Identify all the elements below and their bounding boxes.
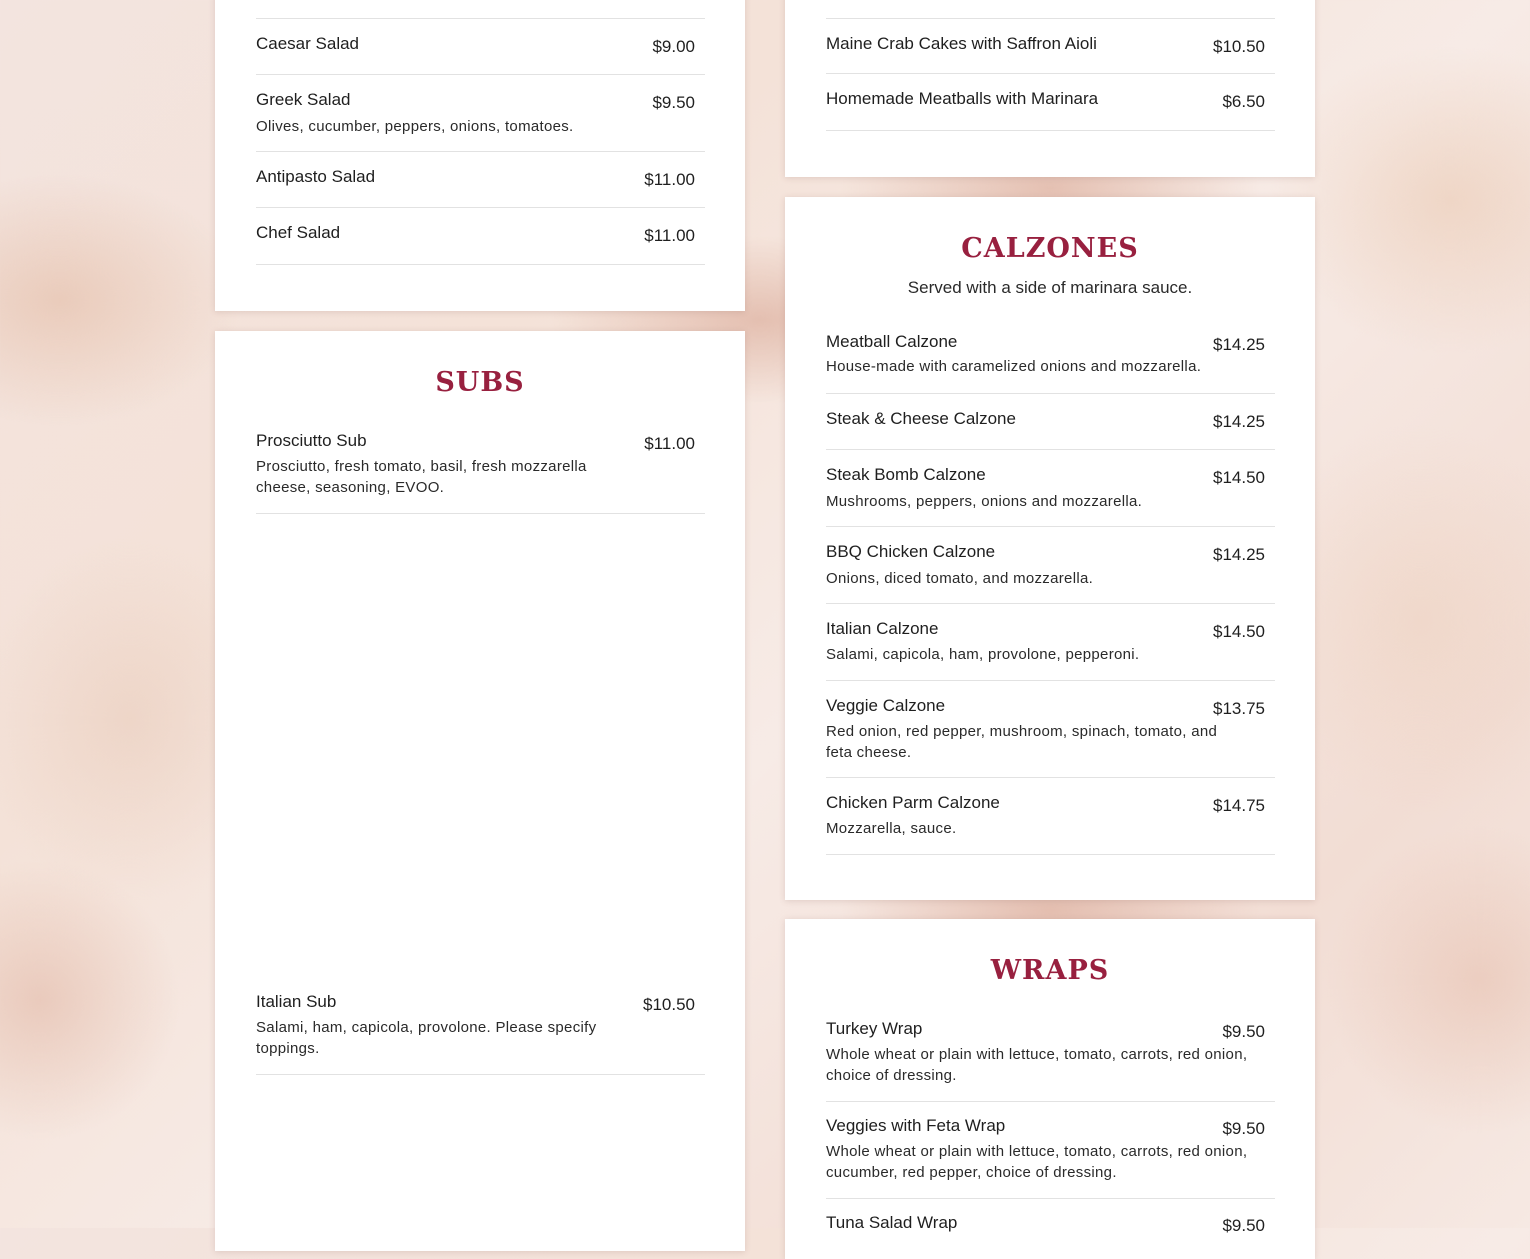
- menu-item[interactable]: [826, 394, 1275, 450]
- menu-item[interactable]: [826, 74, 1275, 131]
- item-description: Whole wheat or plain with lettuce, tomato, carrots, red onion, cucumber, red pepper, choice of dressing.: [826, 1143, 1248, 1181]
- subs-list-continued: [256, 985, 705, 1075]
- item-description: Salami, capicola, ham, provolone, pepperoni.: [826, 646, 1140, 663]
- subs-list: [256, 424, 705, 514]
- menu-item[interactable]: [826, 317, 1275, 394]
- item-name: Caesar Salad: [256, 34, 360, 53]
- menu-item[interactable]: [826, 604, 1275, 681]
- menu-item[interactable]: [826, 450, 1275, 527]
- menu-item[interactable]: [826, 527, 1275, 604]
- item-name: Chef Salad: [256, 223, 341, 242]
- menu-item[interactable]: [826, 1199, 1275, 1259]
- item-price: $10.50: [643, 995, 695, 1014]
- item-price: $11.00: [644, 170, 695, 189]
- salads-list: [256, 18, 705, 265]
- menu-item[interactable]: [826, 778, 1275, 855]
- item-price: $14.75: [1213, 796, 1265, 815]
- item-price: $9.00: [652, 37, 695, 56]
- item-price: $9.50: [1222, 1022, 1265, 1041]
- item-price: $11.00: [644, 434, 695, 453]
- menu-item[interactable]: [256, 152, 705, 208]
- item-description: House-made with caramelized onions and mozzarella.: [826, 358, 1202, 375]
- item-name: Prosciutto Sub: [256, 431, 367, 450]
- section-title: CALZONES: [961, 233, 1139, 264]
- subs-section: [215, 331, 745, 1251]
- item-description: Prosciutto, fresh tomato, basil, fresh mozzarella cheese, seasoning, EVOO.: [256, 458, 587, 496]
- menu-item[interactable]: [256, 208, 705, 265]
- menu-item[interactable]: [826, 1011, 1275, 1102]
- calzones-list: [826, 317, 1275, 855]
- item-name: Antipasto Salad: [256, 167, 376, 186]
- item-name: Chicken Parm Calzone: [826, 793, 1000, 812]
- menu-item[interactable]: [256, 18, 705, 75]
- item-price: $14.50: [1213, 622, 1265, 641]
- item-name: Steak Bomb Calzone: [826, 465, 986, 484]
- item-price: $13.75: [1213, 699, 1265, 718]
- calzones-section: [785, 197, 1315, 900]
- item-name: Italian Calzone: [826, 619, 939, 638]
- item-price: $11.00: [644, 226, 695, 245]
- item-description: Olives, cucumber, peppers, onions, tomatoes.: [256, 118, 574, 135]
- item-name: Steak & Cheese Calzone: [826, 409, 1016, 428]
- item-name: BBQ Chicken Calzone: [826, 542, 996, 561]
- item-name: Greek Salad: [256, 90, 351, 109]
- menu-item[interactable]: [826, 681, 1275, 778]
- menu-item[interactable]: [256, 75, 705, 152]
- wraps-list: [826, 1011, 1275, 1259]
- item-name: Veggies with Feta Wrap: [826, 1116, 1006, 1135]
- appetizers-list: [826, 18, 1275, 131]
- item-name: Turkey Wrap: [826, 1019, 923, 1038]
- item-price: $6.50: [1222, 92, 1265, 111]
- menu-item[interactable]: [826, 1102, 1275, 1199]
- item-price: $9.50: [1222, 1119, 1265, 1138]
- item-description: Mozzarella, sauce.: [826, 820, 957, 837]
- item-name: Italian Sub: [256, 992, 337, 1011]
- menu-item[interactable]: [256, 424, 705, 514]
- salads-section: [215, 0, 745, 311]
- item-description: Whole wheat or plain with lettuce, tomato, carrots, red onion, choice of dressing.: [826, 1046, 1248, 1084]
- item-price: $9.50: [1222, 1216, 1265, 1235]
- item-price: $14.25: [1213, 335, 1265, 354]
- item-name: Meatball Calzone: [826, 332, 958, 351]
- wraps-section: [785, 919, 1315, 1259]
- section-title: WRAPS: [990, 955, 1110, 986]
- item-name: Tuna Salad Wrap: [826, 1213, 958, 1232]
- section-title: SUBS: [435, 367, 525, 398]
- item-description: Salami, ham, capicola, provolone. Please specify toppings.: [256, 1019, 597, 1057]
- item-price: $9.50: [652, 93, 695, 112]
- item-price: $14.25: [1213, 545, 1265, 564]
- menu-item[interactable]: [256, 985, 705, 1075]
- item-name: Homemade Meatballs with Marinara: [826, 89, 1099, 108]
- section-subtitle: Served with a side of marinara sauce.: [907, 278, 1193, 297]
- item-name: Veggie Calzone: [826, 696, 946, 715]
- item-description: Mushrooms, peppers, onions and mozzarella.: [826, 493, 1143, 510]
- item-description: Onions, diced tomato, and mozzarella.: [826, 570, 1094, 587]
- appetizers-section: [785, 0, 1315, 177]
- item-price: $14.25: [1213, 412, 1265, 431]
- item-price: $14.50: [1213, 468, 1265, 487]
- item-name: Maine Crab Cakes with Saffron Aioli: [826, 34, 1097, 53]
- menu-item[interactable]: [826, 18, 1275, 74]
- item-price: $10.50: [1213, 37, 1265, 56]
- item-description: Red onion, red pepper, mushroom, spinach, tomato, and feta cheese.: [826, 723, 1218, 761]
